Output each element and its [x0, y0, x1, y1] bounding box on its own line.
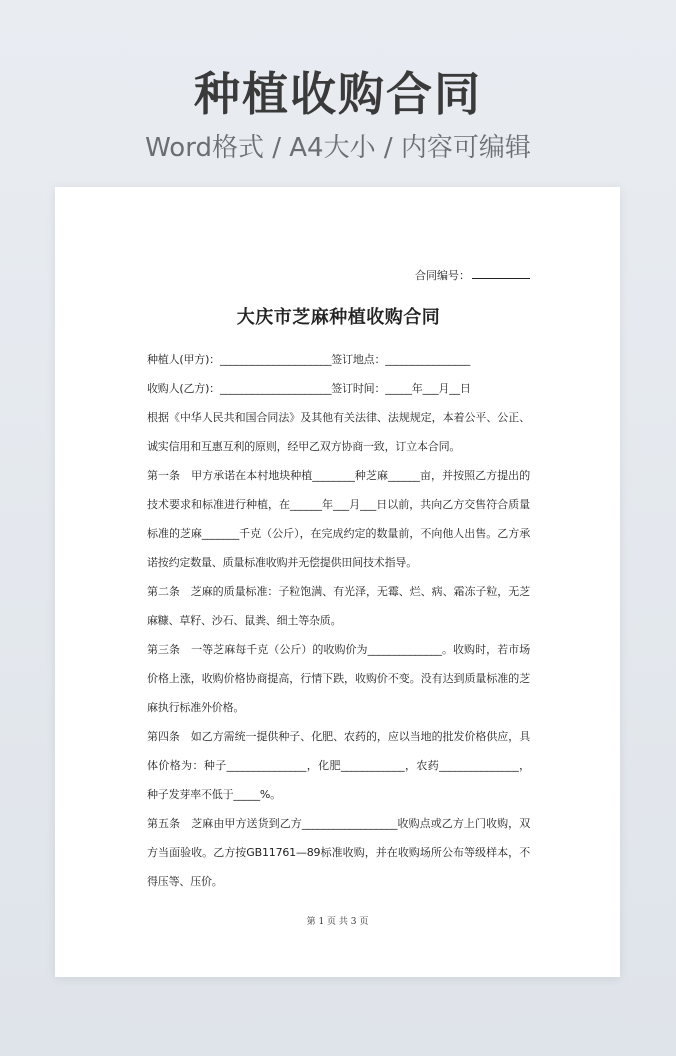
header-title: 种植收购合同: [194, 67, 482, 121]
article-3: 第三条 一等芝麻每千克（公斤）的收购价为______________。收购时，若市场价格上涨，收购价格协商提高，行情下跌，收购价不变。没有达到质量标准的芝麻执行标准外价格。: [147, 643, 530, 714]
article-2: 第二条 芝麻的质量标准：子粒饱满、有光泽，无霉、烂、病、霜冻子粒，无芝麻糠、草籽、沙石、鼠粪、细土等杂质。: [147, 585, 530, 627]
page-header: [0, 64, 676, 166]
article-4: 第四条 如乙方需统一提供种子、化肥、农药的，应以当地的批发价格供应，具体价格为：种子_______________，化肥____________，农药_______________，种子发芽率不低于_____%。: [147, 730, 530, 801]
article-5: 第五条 芝麻由甲方送货到乙方__________________收购点或乙方上门收购，双方当面验收。乙方按GB11761—89标准收购，并在收购场所公布等级样本，不得压等、压价。: [147, 817, 530, 888]
party-a-line: 种植人(甲方)：_____________________签订地点：________________: [147, 353, 471, 366]
contract-number-label: 合同编号：: [415, 269, 470, 282]
document-page: [55, 187, 620, 977]
contract-number: [147, 267, 530, 285]
article-1: 第一条 甲方承诺在本村地块种植________种芝麻______亩，并按照乙方提出的技术要求和标准进行种植，在______年___月___日以前，共向乙方交售符合质量标准的芝麻_______千克（公斤），在完成约定的数量前，不向他人出售。乙方承诺按约定数量、质量标准收购并无偿提供田间技术指导。: [147, 469, 530, 569]
document-title: 大庆市芝麻种植收购合同: [236, 307, 441, 328]
document-body: [147, 267, 530, 896]
preamble-paragraph: 根据《中华人民共和国合同法》及其他有关法律、法规规定，本着公平、公正、诚实信用和互惠互利的原则，经甲乙双方协商一致，订立本合同。: [147, 411, 530, 453]
page-number: 第 1 页 共 3 页: [306, 917, 369, 927]
contract-number-blank: [472, 278, 530, 279]
header-subtitle: Word格式 / A4大小 / 内容可编辑: [145, 133, 531, 163]
party-b-line: 收购人(乙方)：_____________________签订时间：_____年___月__日: [147, 382, 471, 395]
